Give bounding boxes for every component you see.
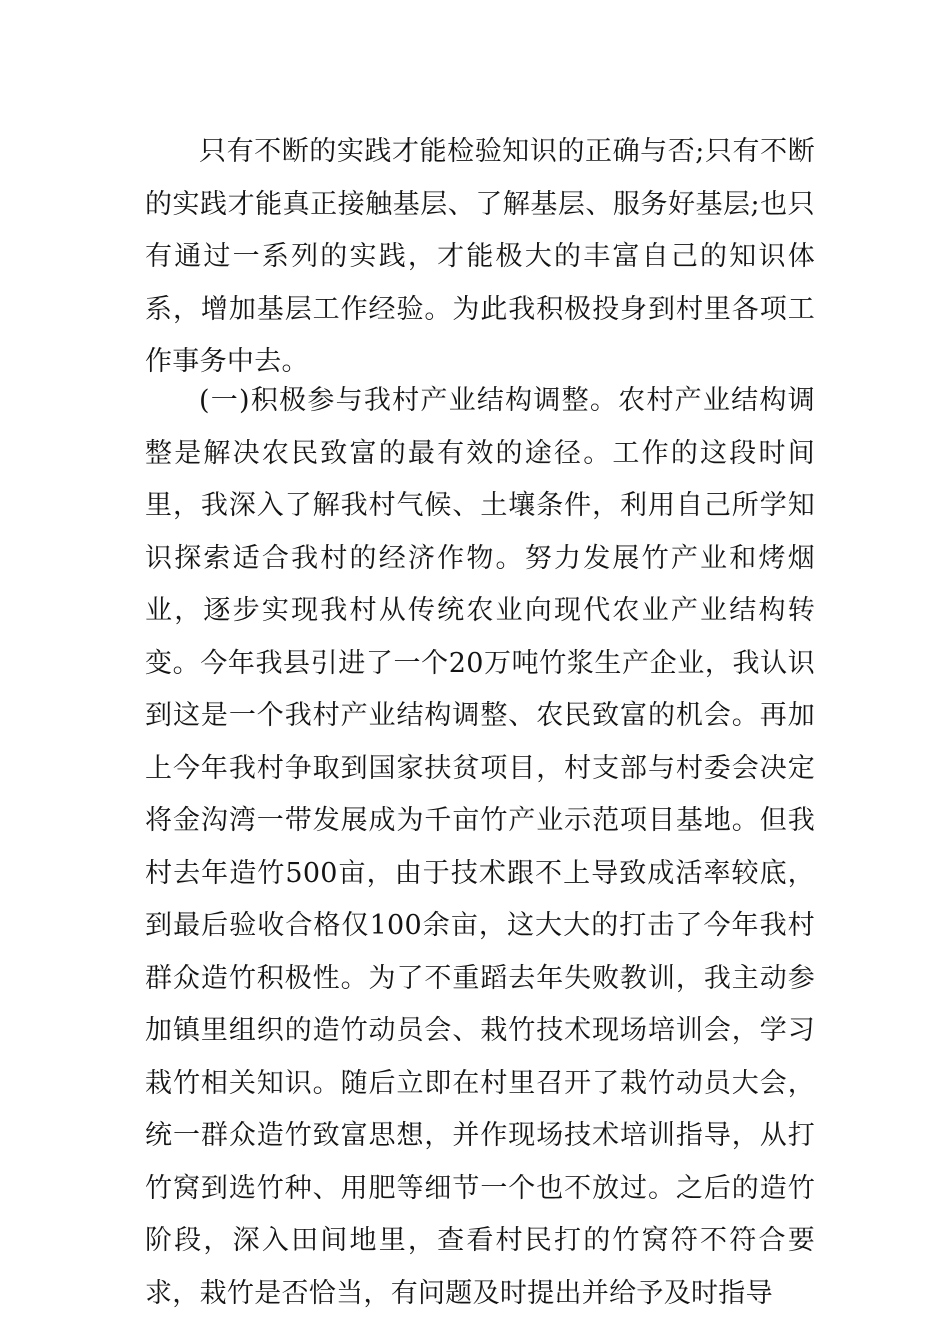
paragraph-industry-restructuring: (一)积极参与我村产业结构调整。农村产业结构调整是解决农民致富的最有效的途径。工作的这段时间里，我深入了解我村气候、土壤条件，利用自己所学知识探索适合我村的经济作物。努力发展竹产业和烤烟业，逐步实现我村从传统农业向现代农业产业结构转变。今年我县引进了一个20万吨竹浆生产企业，我认识到这是一个我村产业结构调整、农民致富的机会。再加上今年我村争取到国家扶贫项目，村支部与村委会决定将金沟湾一带发展成为千亩竹产业示范项目基地。但我村去年造竹500亩，由于技术跟不上导致成活率较底，到最后验收合格仅100余亩，这大大的打击了今年我村群众造竹积极性。为了不重蹈去年失败教训，我主动参加镇里组织的造竹动员会、栽竹技术现场培训会，学习栽竹相关知识。随后立即在村里召开了栽竹动员大会，统一群众造竹致富思想，并作现场技术培训指导，从打竹窝到选竹种、用肥等细节一个也不放过。之后的造竹阶段，深入田间地里，查看村民打的竹窝符不符合要求，栽竹是否恰当，有问题及时提出并给予及时指导 [145, 385, 815, 1309]
paragraph-practice-intro: 只有不断的实践才能检验知识的正确与否;只有不断的实践才能真正接触基层、了解基层、服务好基层;也只有通过一系列的实践，才能极大的丰富自己的知识体系，增加基层工作经验。为此我积极投身到村里各项工作事务中去。 [145, 136, 815, 377]
